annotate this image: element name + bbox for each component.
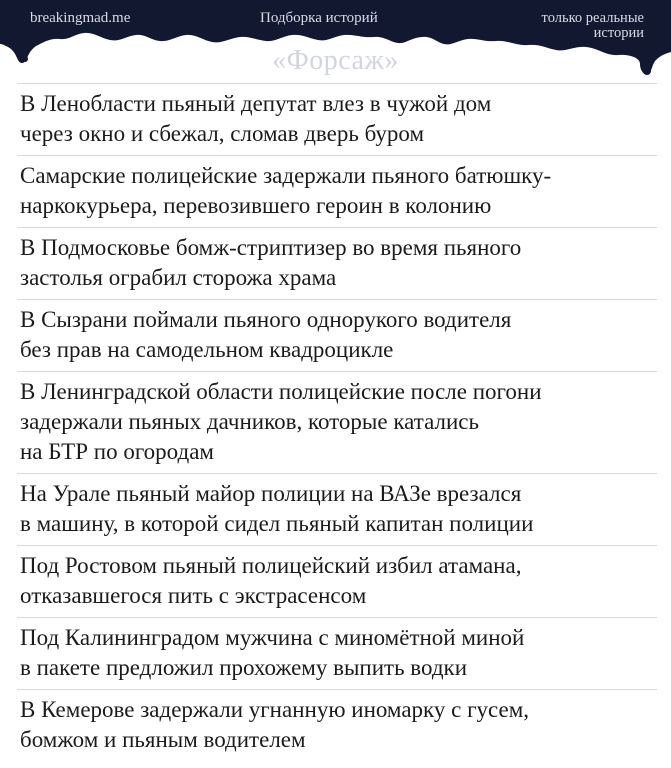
story-item[interactable]: Под Калининградом мужчина с миномётной миной в пакете предложил прохожему выпить водки bbox=[17, 617, 657, 689]
story-item[interactable]: Под Ростовом пьяный полицейский избил атамана, отказавшегося пить с экстрасенсом bbox=[17, 545, 657, 617]
story-item[interactable]: В Кемерове задержали угнанную иномарку с гусем, бомжом и пьяным водителем bbox=[17, 689, 657, 761]
collection-subtitle: Подборка историй bbox=[260, 10, 378, 26]
story-list bbox=[17, 83, 657, 761]
story-item[interactable]: В Сызрани поймали пьяного однорукого водителя без прав на самодельном квадроцикле bbox=[17, 299, 657, 371]
story-item[interactable]: В Подмосковье бомж-стриптизер во время пьяного застолья ограбил сторожа храма bbox=[17, 227, 657, 299]
site-name[interactable]: breakingmad.me bbox=[30, 10, 131, 26]
story-item[interactable]: Самарские полицейские задержали пьяного батюшку- наркокурьера, перевозившего героин в колонию bbox=[17, 155, 657, 227]
story-item[interactable]: В Ленобласти пьяный депутат влез в чужой дом через окно и сбежал, сломав дверь буром bbox=[17, 83, 657, 155]
story-item[interactable]: В Ленинградской области полицейские после погони задержали пьяных дачников, которые катались на БТР по огородам bbox=[17, 371, 657, 473]
page-title: «Форсаж» bbox=[272, 45, 399, 76]
story-item[interactable]: На Урале пьяный майор полиции на ВАЗе врезался в машину, в которой сидел пьяный капитан полиции bbox=[17, 473, 657, 545]
tagline: только реальные истории bbox=[541, 10, 644, 41]
